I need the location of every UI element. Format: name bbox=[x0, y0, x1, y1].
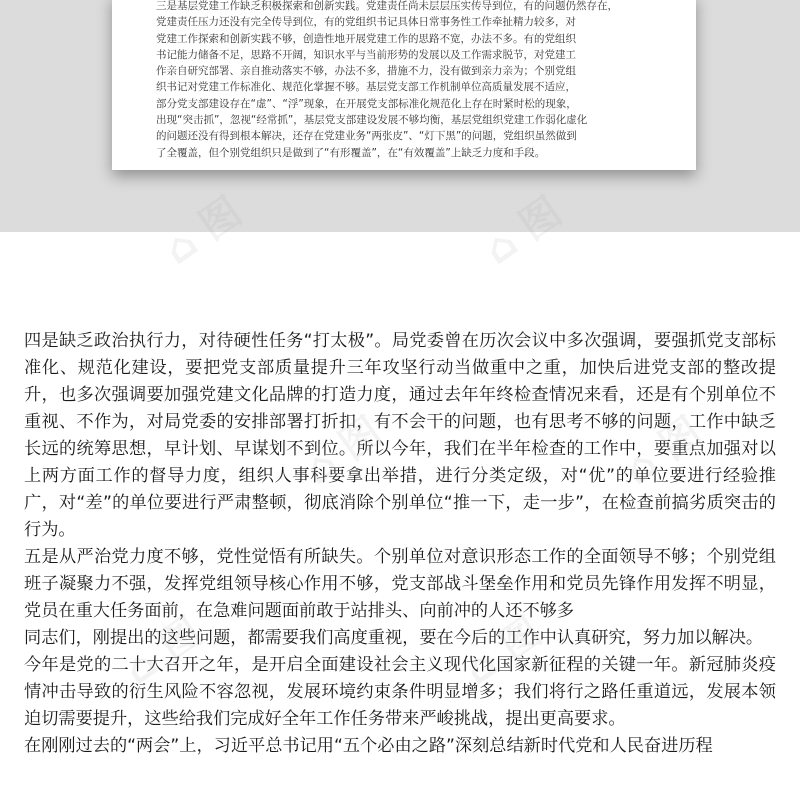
excerpt-line: 三是基层党建工作缺乏积极探索和创新实践。党建责任尚未层层压实传导到位，有的问题仍然存在， bbox=[156, 0, 618, 12]
excerpt-line: 出现“突击抓”，忽视“经常抓”，基层党支部建设发展不够均衡，基层党组织党建工作弱化虚化 bbox=[156, 114, 588, 127]
excerpt-line: 织书记对党建工作标准化、规范化掌握不够。基层党支部工作机制单位高质量发展不适应， bbox=[156, 81, 576, 94]
excerpt-line: 的问题还没有得到根本解决，还存在党建业务“两张皮”、“灯下黑”的问题，党组织虽然做到 bbox=[156, 130, 577, 143]
excerpt-line: 书记能力储备不足，思路不开阔，知识水平与当前形势的发展以及工作需求脱节，对党建工 bbox=[156, 48, 576, 61]
paragraph: 今年是党的二十大召开之年，是开启全面建设社会主义现代化国家新征程的关键一年。新冠肺炎疫情冲击导致的衍生风险不容忽视，发展环境约束条件明显增多；我们将行之路任重道远，发展本领迫切需要提升，这些给我们完成好全年工作任务带来严峻挑战，提出更高要求。 bbox=[24, 655, 776, 729]
document-body bbox=[24, 328, 776, 760]
paragraph: 同志们，刚提出的这些问题，都需要我们高度重视，要在今后的工作中认真研究，努力加以解决。 bbox=[24, 628, 764, 648]
paragraph: 五是从严治党力度不够，党性觉悟有所缺失。个别单位对意识形态工作的全面领导不够；个别党组班子凝聚力不强，发挥党组领导核心作用不够，党支部战斗堡垒作用和党员先锋作用发挥不明显，党员在重大任务面前，在急难问题面前敢于站排头、向前冲的人还不够多 bbox=[24, 547, 776, 621]
excerpt-line: 党建责任压力还没有完全传导到位，有的党组织书记具体日常事务性工作牵扯精力较多，对 bbox=[156, 16, 576, 29]
paragraph: 四是缺乏政治执行力，对待硬性任务“打太极”。局党委曾在历次会议中多次强调，要强抓党支部标准化、规范化建设，要把党支部质量提升三年攻坚行动当做重中之重，加快后进党支部的整改提升，也多次强调要加强党建文化品牌的打造力度，通过去年年终检查情况来看，还是有个别单位不重视、不作为，对局党委的安排部署打折扣，有不会干的问题，也有思考不够的问题，工作中缺乏长远的统筹思想，早计划、早谋划不到位。所以今年，我们在半年检查的工作中，要重点加强对以上两方面工作的督导力度，组织人事科要拿出举措，进行分类定级，对“优”的单位要进行经验推广，对“差”的单位要进行严肃整顿，彻底消除个别单位“推一下，走一步”，在检查前搞劣质突击的行为。 bbox=[24, 331, 776, 540]
excerpt-line: 部分党支部建设存在“虚”、“浮”现象，在开展党支部标准化规范化上存在时紧时松的现象， bbox=[156, 97, 577, 110]
excerpt-line: 了全覆盖，但个别党组织只是做到了“有形覆盖”，在“有效覆盖”上缺乏力度和手段。 bbox=[156, 146, 546, 159]
excerpt-line: 作亲自研究部署、亲自推动落实不够，办法不多，措施不力，没有做到亲力亲为；个别党组 bbox=[156, 65, 576, 78]
watermark-logo: ⌂ 图 bbox=[116, 608, 211, 694]
paragraph: 在刚刚过去的“两会”上，习近平总书记用“五个必由之路”深刻总结新时代党和人民奋进历程 bbox=[24, 736, 713, 756]
watermark-logo: ⌂ 图 bbox=[456, 608, 551, 694]
watermark-logo: ⌂ 图 bbox=[296, 408, 391, 494]
excerpt-line: 党建工作探索和创新实践不够，创造性地开展党建工作的思路不宽，办法不多。有的党组织 bbox=[156, 32, 576, 45]
document-excerpt-image bbox=[112, 0, 696, 170]
watermark-logo: ⌂ 图 bbox=[616, 408, 711, 494]
